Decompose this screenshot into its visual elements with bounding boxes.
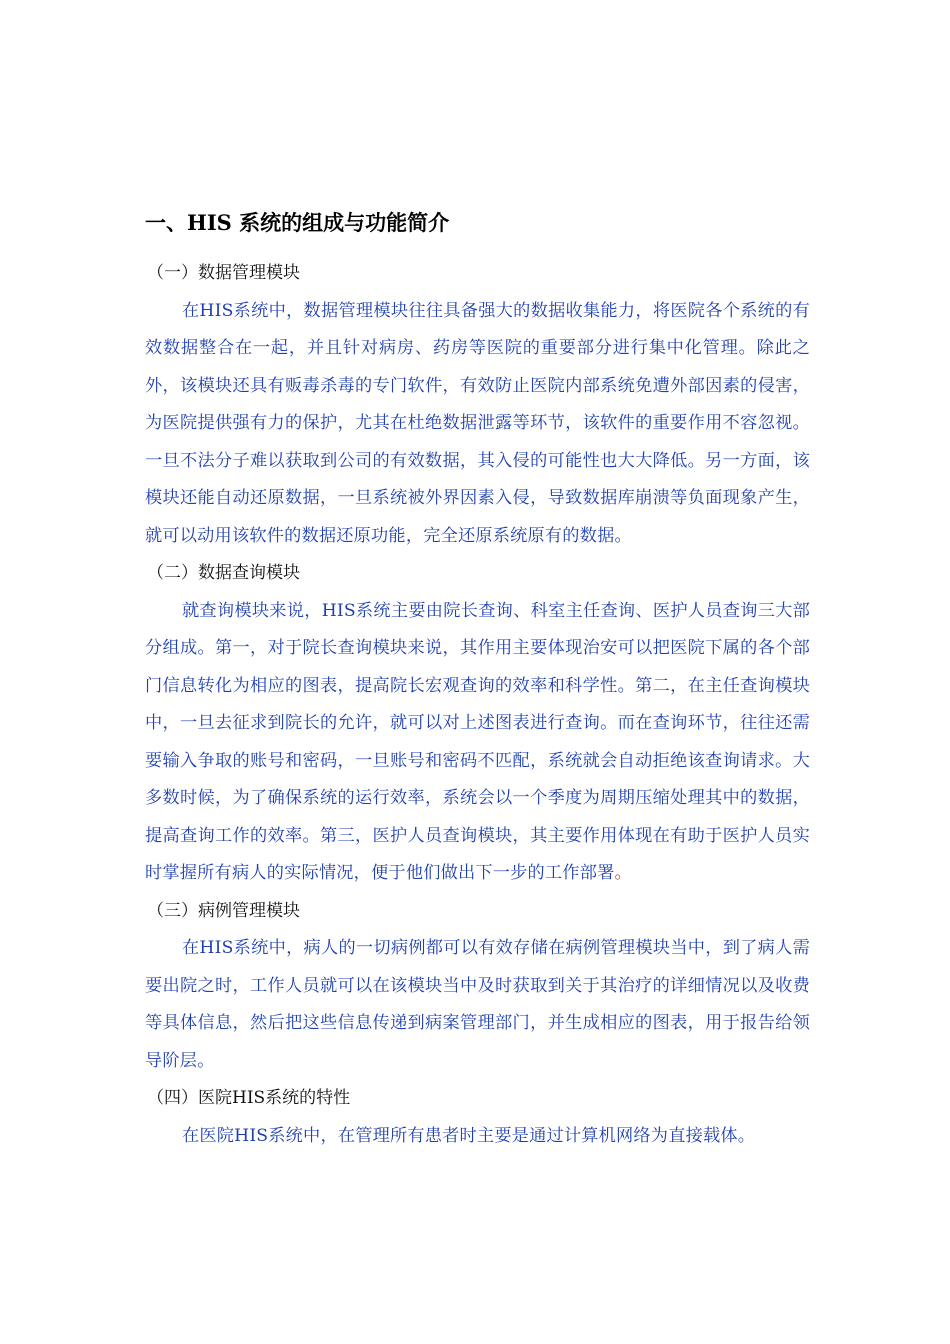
paragraph-his-characteristics: 在医院HIS系统中，在管理所有患者时主要是通过计算机网络为直接载体。	[181, 1125, 756, 1146]
section-heading-data-management: （一）数据管理模块	[147, 263, 300, 283]
paragraph-data-management: 在HIS系统中，数据管理模块往往具备强大的数据收集能力，将医院各个系统的有效数据整合在一起，并且针对病房、药房等医院的重要部分进行集中化管理。除此之外，该模块还具有贩毒杀毒的专门软件，有效防止医院内部系统免遭外部因素的侵害，为医院提供强有力的保护，尤其在杜绝数据泄露等环节，该软件的重要作用不容忽视。一旦不法分子难以获取到公司的有效数据，其入侵的可能性也大大降低。另一方面，该模块还能自动还原数据，一旦系统被外界因素入侵，导致数据库崩溃等负面现象产生，就可以动用该软件的数据还原功能，完全还原系统原有的数据。	[145, 300, 810, 546]
paragraph-data-query	[145, 593, 810, 893]
document-title: 一、HIS 系统的组成与功能简介	[145, 210, 450, 235]
section-heading-data-query: （二）数据查询模块	[147, 563, 300, 583]
paragraph-case-management: 在HIS系统中，病人的一切病例都可以有效存储在病例管理模块当中，到了病人需要出院之时，工作人员就可以在该模块当中及时获取到关于其治疗的详细情况以及收费等具体信息，然后把这些信息传递到病案管理部门，并生成相应的图表，用于报告给领导阶层。	[145, 938, 810, 1071]
paragraph-data-query-text: 就查询模块来说，HIS系统主要由院长查询、科室主任查询、医护人员查询三大部分组成。第一，对于院长查询模块来说，其作用主要体现治安可以把医院下属的各个部门信息转化为相应的图表，提高院长宏观查询的效率和科学性。第二，在主任查询模块中，一旦去征求到院长的允许，就可以对上述图表进行查询。而在查询环节，往往还需要输入争取的账号和密码，一旦账号和密码不匹配，系统就会自动拒绝该查询请求。大多数时候，为了确保系统的运行效率，系统会以一个季度为周期压缩处理其中的数据，提高查询工作的效率。第三，医护人员查询模块，其主要作用体现在有助于医护人员实时掌握所有病人的实际情况，便于他们做出下一步的工作部署	[145, 600, 810, 883]
paragraph-data-query-end-mark: 。	[614, 863, 632, 883]
section-heading-his-characteristics: （四）医院HIS系统的特性	[147, 1088, 351, 1108]
section-heading-case-management: （三）病例管理模块	[147, 900, 300, 921]
document-content	[145, 203, 810, 1155]
